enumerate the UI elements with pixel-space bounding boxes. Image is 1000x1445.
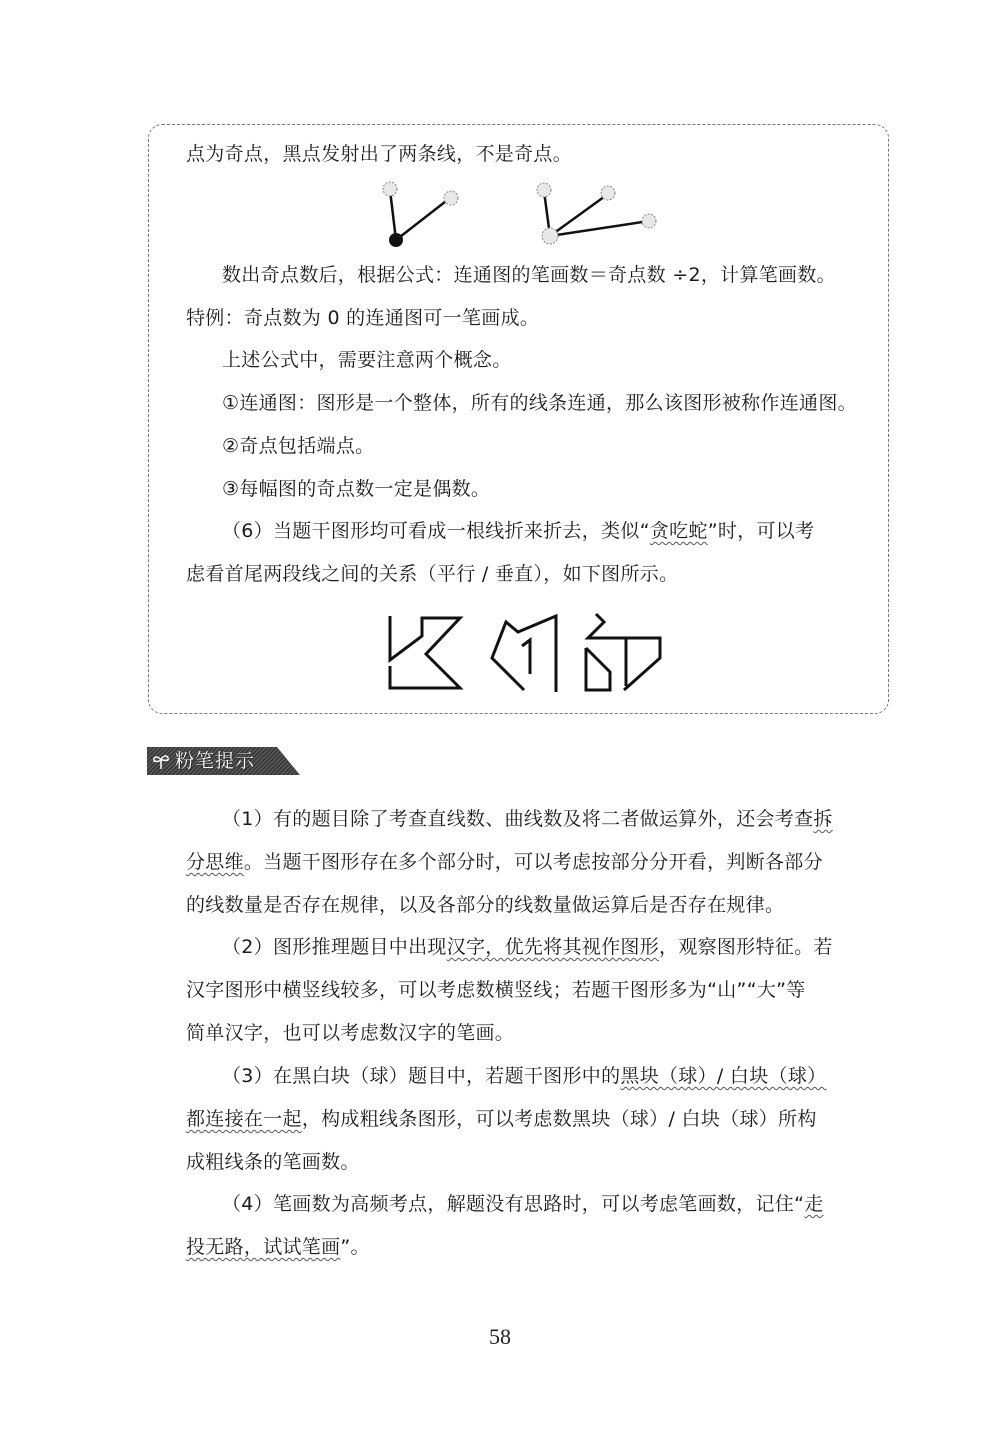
box-line-odd-point-note: 点为奇点，黑点发射出了两条线，不是奇点。 — [186, 143, 573, 165]
tips-section-label — [147, 747, 302, 775]
concept-connected-graph: ①连通图：图形是一个整体，所有的线条连通，那么该图形被称作连通图。 — [222, 392, 857, 414]
formula-text: 数出奇点数后，根据公式：连通图的笔画数＝奇点数 ÷2，计算笔画数。 — [222, 264, 836, 286]
tip-1-line-1 — [222, 807, 833, 831]
tip-2-line-2: 汉字图形中横竖线较多，可以考虑数横竖线；若题干图形多为“山”“大”等 — [186, 979, 806, 1001]
tip-3-text-b: ，构成粗线条图形，可以考虑数黑块（球）/ 白块（球）所构 — [301, 1108, 817, 1130]
snake-figure-1 — [390, 616, 460, 688]
tip-2-line-1 — [222, 935, 833, 959]
item-6-text-a: （6）当题干图形均可看成一根线折来折去，类似“ — [222, 520, 650, 542]
item-6-emphasis: 贪吃蛇 — [649, 520, 708, 542]
tip-2-emphasis: 汉字，优先将其视作图形 — [446, 936, 660, 958]
tip-3-line-3: 成粗线条的笔画数。 — [186, 1151, 360, 1173]
odd-point-marker — [537, 183, 551, 197]
odd-point-marker — [642, 214, 656, 228]
odd-point-marker — [383, 182, 397, 196]
tip-2-text-a: （2）图形推理题目中出现 — [222, 936, 447, 958]
tip-4-line-2 — [186, 1235, 370, 1259]
diagram-one — [383, 182, 458, 247]
tip-1-line-3: 的线数量是否存在规律，以及各部分的线数量做运算后是否存在规律。 — [186, 894, 785, 916]
tip-3-line-2 — [186, 1107, 817, 1131]
tip-3-emphasis-a: 黑块（球）/ 白块（球） — [620, 1065, 827, 1087]
snake-figure-2 — [492, 616, 556, 692]
tip-3-text-a: （3）在黑白块（球）题目中，若题干图形中的 — [222, 1065, 621, 1087]
item-6-line-2: 虑看首尾两段线之间的关系（平行 / 垂直），如下图所示。 — [186, 563, 679, 585]
odd-point-marker — [601, 186, 615, 200]
tip-1-emphasis-a: 拆 — [813, 808, 833, 830]
black-point-marker — [389, 233, 403, 247]
tip-4-text-b: ”。 — [340, 1236, 370, 1258]
tip-1-text-a: （1）有的题目除了考查直线数、曲线数及将二者做运算外，还会考查 — [222, 808, 814, 830]
tip-1-line-2 — [186, 850, 823, 874]
odd-point-marker — [542, 228, 558, 244]
special-case-text: 特例：奇点数为 0 的连通图可一笔画成。 — [186, 307, 540, 329]
tip-3-emphasis-b: 都连接在一起 — [186, 1108, 302, 1130]
tip-1-text-b: 。当题干图形存在多个部分时，可以考虑按部分分开看，判断各部分 — [243, 851, 823, 873]
tip-1-emphasis-b: 分思维 — [186, 851, 244, 873]
tip-2-text-b: ，观察图形特征。若 — [659, 936, 833, 958]
tips-label-text: 粉笔提示 — [175, 750, 256, 772]
tip-4-line-1 — [222, 1192, 824, 1216]
snake-figures — [380, 608, 670, 698]
tip-4-text-a: （4）笔画数为高频考点，解题没有思路时，可以考虑笔画数，记住“ — [222, 1193, 805, 1215]
tip-3-line-1 — [222, 1064, 826, 1088]
item-6-line-1 — [222, 519, 814, 543]
tip-2-line-3: 简单汉字，也可以考虑数汉字的笔画。 — [186, 1022, 515, 1044]
odd-point-diagram — [372, 176, 672, 256]
snake-figure-3 — [586, 614, 660, 690]
tip-4-emphasis-b: 投无路，试试笔画 — [186, 1236, 341, 1258]
concept-even-count: ③每幅图的奇点数一定是偶数。 — [222, 478, 491, 500]
concepts-intro: 上述公式中，需要注意两个概念。 — [222, 349, 512, 371]
page-number: 58 — [489, 1324, 511, 1349]
tip-4-emphasis-a: 走 — [804, 1193, 824, 1215]
diagram-two — [537, 183, 656, 244]
item-6-text-b: ”时，可以考 — [707, 520, 815, 542]
odd-point-marker — [444, 191, 458, 205]
concept-endpoints: ②奇点包括端点。 — [222, 435, 375, 457]
